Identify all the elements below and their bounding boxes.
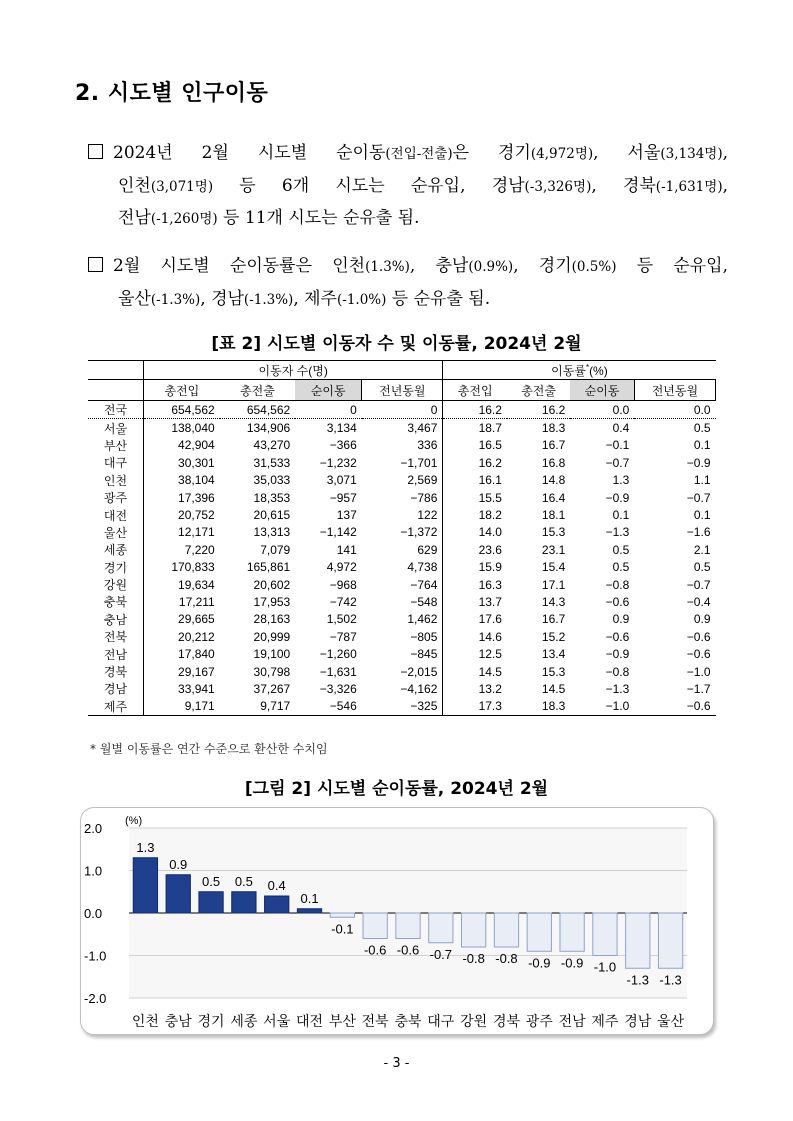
- value-cell: 0.0: [570, 401, 634, 419]
- value-cell: 336: [362, 437, 443, 454]
- bar-10: [462, 913, 486, 947]
- value-cell: 0.5: [693, 560, 711, 575]
- value-cell: −0.6: [605, 594, 630, 609]
- value-cell: 20,602: [253, 577, 291, 592]
- value-cell: 2.1: [693, 542, 711, 557]
- value-cell: −1.3: [605, 525, 630, 540]
- data-label: 0.5: [202, 873, 221, 889]
- value-cell: −0.6: [686, 647, 711, 662]
- paragraph-1-line-2: 인천(3,071명) 등 6개 시도는 순유입, 경남(-3,326명), 경북(-1,631명),: [118, 175, 728, 196]
- region-cell: 광주: [88, 489, 144, 506]
- x-category-label: 세종: [230, 1013, 258, 1029]
- value-cell: 14.5: [541, 681, 566, 696]
- value-cell: 0.1: [693, 438, 711, 453]
- value-cell: 17,840: [178, 647, 215, 662]
- value-cell: 3,467: [362, 419, 443, 437]
- value-cell: 16.2: [478, 455, 502, 470]
- region-cell: 전남: [88, 645, 144, 662]
- bar-2: [199, 892, 223, 913]
- region-cell: 경남: [88, 680, 144, 697]
- value-cell: 16.4: [541, 490, 566, 505]
- value-cell: 38,104: [178, 473, 215, 488]
- table-row: [88, 663, 716, 680]
- value-cell: 14.6: [478, 629, 502, 644]
- value-cell: 1,502: [326, 612, 357, 627]
- value-cell: −546: [295, 698, 362, 716]
- bar-5: [297, 909, 321, 913]
- table-row: [88, 611, 716, 628]
- data-label: 1.3: [136, 839, 155, 855]
- value-cell: 0: [295, 401, 362, 419]
- column-header-2: 순이동: [295, 380, 362, 401]
- value-cell: −805: [362, 628, 443, 645]
- figure-caption: [그림 2] 시도별 순이동률, 2024년 2월: [244, 779, 549, 799]
- data-label: -0.9: [560, 955, 584, 971]
- value-cell: 4,738: [362, 559, 443, 576]
- column-header-7: 전년동월: [634, 380, 715, 401]
- x-category-label: 경기: [197, 1013, 225, 1029]
- bar-13: [560, 913, 584, 951]
- y-axis-unit-label: (%): [125, 815, 143, 827]
- column-header-4: 총전입: [443, 380, 507, 401]
- value-cell: 19,100: [253, 647, 291, 662]
- value-cell: 16.8: [541, 455, 566, 470]
- value-cell: 14.8: [541, 473, 566, 488]
- value-cell: −0.7: [605, 455, 630, 470]
- migration-table: [88, 360, 716, 716]
- x-category-label: 충남: [164, 1013, 192, 1029]
- value-cell: 16.2: [507, 401, 570, 419]
- value-cell: −1.3: [605, 681, 630, 696]
- value-cell: 654,562: [144, 401, 220, 419]
- value-cell: 16.5: [478, 438, 502, 453]
- region-cell: 부산: [88, 437, 144, 454]
- value-cell: 14.5: [478, 664, 502, 679]
- table-row: [88, 437, 716, 454]
- value-cell: −0.6: [605, 629, 630, 644]
- value-cell: 29,665: [178, 612, 215, 627]
- data-label: -1.3: [626, 972, 649, 988]
- table-row: [88, 698, 716, 716]
- value-cell: 0: [362, 401, 443, 419]
- data-label: 0.4: [267, 878, 286, 893]
- region-cell: 세종: [88, 541, 144, 558]
- data-label: -0.6: [363, 942, 387, 958]
- x-category-label: 경남: [624, 1013, 652, 1029]
- value-cell: 12.5: [478, 647, 502, 662]
- value-cell: −1,260: [319, 647, 357, 662]
- x-category-label: 경북: [492, 1013, 521, 1029]
- column-header-6: 순이동: [570, 380, 634, 401]
- value-cell: −0.1: [605, 438, 630, 453]
- data-label: -0.7: [429, 946, 453, 962]
- region-cell: 제주: [88, 698, 144, 716]
- value-cell: 15.9: [478, 560, 502, 575]
- value-cell: 0.0: [634, 401, 715, 419]
- value-cell: 1,462: [362, 611, 443, 628]
- value-cell: −4,162: [362, 680, 443, 697]
- value-cell: 134,906: [246, 421, 291, 436]
- table-row: [88, 645, 716, 662]
- section-heading: 2. 시도별 인구이동: [75, 81, 269, 106]
- data-label: -0.6: [396, 942, 420, 958]
- region-cell: 인천: [88, 472, 144, 489]
- value-cell: −0.8: [605, 577, 630, 592]
- value-cell: 138,040: [171, 421, 215, 436]
- value-cell: −1,631: [319, 664, 357, 679]
- value-cell: 0.5: [612, 560, 630, 575]
- value-cell: −0.6: [686, 629, 711, 644]
- value-cell: 9,171: [144, 698, 220, 716]
- x-category-label: 서울: [263, 1013, 291, 1029]
- paragraph-2-line-1: 2월 시도별 순이동률은 인천(1.3%), 충남(0.9%), 경기(0.5%) 등 순유입,: [88, 251, 728, 284]
- value-cell: 0.9: [693, 612, 711, 627]
- value-cell: −1.7: [686, 681, 711, 696]
- region-cell: 강원: [88, 576, 144, 593]
- value-cell: 30,798: [253, 664, 291, 679]
- value-cell: −3,326: [319, 681, 357, 696]
- value-cell: 23.1: [541, 542, 566, 557]
- data-label: -0.9: [528, 955, 551, 971]
- x-category-label: 제주: [591, 1013, 619, 1029]
- value-cell: 17,211: [178, 594, 215, 609]
- value-cell: −0.9: [686, 455, 711, 470]
- column-header-3: 전년동월: [362, 380, 443, 401]
- region-cell: 전북: [88, 628, 144, 645]
- value-cell: 4,972: [326, 560, 357, 575]
- value-cell: −0.4: [686, 594, 711, 609]
- value-cell: 3,134: [326, 421, 357, 436]
- value-cell: −786: [362, 489, 443, 506]
- table-row: [88, 454, 716, 471]
- paragraph-1-line-1: 2024년 2월 시도별 순이동(전입-전출)은 경기(4,972명), 서울(3,134명),: [88, 138, 728, 171]
- value-cell: −548: [362, 593, 443, 610]
- value-cell: −1.0: [570, 698, 634, 716]
- value-cell: 16.3: [478, 577, 502, 592]
- value-cell: −0.7: [686, 490, 711, 505]
- value-cell: −742: [329, 594, 357, 609]
- value-cell: 16.1: [478, 473, 502, 488]
- value-cell: 0.1: [612, 508, 630, 523]
- paragraph-2-line-2: 울산(-1.3%), 경남(-1.3%), 제주(-1.0%) 등 순유출 됨.: [118, 288, 491, 309]
- value-cell: 19,634: [178, 577, 215, 592]
- data-label: 0.5: [234, 873, 253, 889]
- value-cell: −764: [362, 576, 443, 593]
- bar-3: [232, 892, 256, 913]
- region-cell: 대전: [88, 506, 144, 523]
- value-cell: 170,833: [171, 560, 215, 575]
- bar-0: [133, 858, 157, 913]
- value-cell: 16.2: [443, 401, 507, 419]
- region-header-blank: [88, 361, 144, 380]
- value-cell: 20,615: [253, 508, 291, 523]
- data-label: -1.0: [593, 959, 617, 975]
- paragraph-1-line-3: 전남(-1,260명) 등 11개 시도는 순유출 됨.: [118, 208, 420, 228]
- value-cell: 654,562: [220, 401, 296, 419]
- value-cell: 28,163: [253, 612, 291, 627]
- value-cell: 20,752: [178, 508, 215, 523]
- value-cell: −0.9: [605, 647, 630, 662]
- value-cell: 0.4: [612, 421, 630, 436]
- value-cell: 15.3: [541, 525, 566, 540]
- table-row: [88, 576, 716, 593]
- bar-8: [396, 913, 420, 939]
- table-row: [88, 506, 716, 523]
- value-cell: 13,313: [253, 525, 291, 540]
- value-cell: 0.1: [693, 508, 711, 523]
- x-category-label: 대전: [295, 1013, 324, 1029]
- value-cell: 15.3: [541, 664, 566, 679]
- table-caption: [표 2] 시도별 이동자 수 및 이동률, 2024년 2월: [211, 334, 582, 354]
- bar-15: [626, 913, 650, 968]
- value-cell: −845: [362, 645, 443, 662]
- value-cell: 1.1: [693, 473, 711, 488]
- table-row: [88, 489, 716, 506]
- value-cell: 29,167: [178, 664, 215, 679]
- value-cell: 18.3: [541, 421, 566, 436]
- value-cell: 18,353: [253, 490, 291, 505]
- table-footnote: * 월별 이동률은 연간 수준으로 환산한 수치임: [90, 742, 328, 756]
- value-cell: −1,701: [362, 454, 443, 471]
- value-cell: −968: [329, 577, 357, 592]
- region-cell: 전국: [88, 401, 144, 419]
- x-category-label: 울산: [657, 1013, 685, 1029]
- value-cell: 13.4: [541, 647, 566, 662]
- column-header-1: 총전출: [220, 380, 296, 401]
- value-cell: 16.7: [541, 438, 566, 453]
- value-cell: 18.1: [541, 508, 566, 523]
- value-cell: 9,717: [220, 698, 296, 716]
- value-cell: 0.5: [612, 542, 630, 557]
- value-cell: 12,171: [178, 525, 215, 540]
- table-row: [88, 593, 716, 610]
- region-column-header: [88, 380, 144, 401]
- value-cell: −1.6: [686, 525, 711, 540]
- x-category-label: 인천: [131, 1013, 159, 1029]
- value-cell: −2,015: [362, 663, 443, 680]
- x-category-label: 강원: [460, 1013, 488, 1029]
- region-cell: 충남: [88, 611, 144, 628]
- value-cell: 37,267: [253, 681, 291, 696]
- y-tick-label: 0.0: [84, 906, 103, 921]
- x-category-label: 전북: [361, 1013, 389, 1029]
- value-cell: −1.0: [686, 664, 711, 679]
- data-label: -0.8: [462, 951, 485, 966]
- value-cell: −957: [329, 490, 357, 505]
- value-cell: 7,220: [184, 542, 215, 557]
- value-cell: 17.3: [443, 698, 507, 716]
- value-cell: 629: [362, 541, 443, 558]
- table-row: [88, 401, 716, 419]
- value-cell: −0.6: [634, 698, 715, 716]
- page-number: - 3 -: [383, 1056, 410, 1071]
- value-cell: −0.9: [605, 490, 630, 505]
- value-cell: 18.2: [478, 508, 502, 523]
- value-cell: 7,079: [260, 542, 291, 557]
- table-row: [88, 472, 716, 489]
- region-cell: 울산: [88, 524, 144, 541]
- value-cell: 20,999: [253, 629, 291, 644]
- value-cell: 33,941: [178, 681, 215, 696]
- value-cell: −787: [329, 629, 357, 644]
- chart-svg: [81, 808, 713, 1034]
- region-cell: 경북: [88, 663, 144, 680]
- data-label: 0.1: [300, 890, 319, 906]
- y-tick-label: -2.0: [84, 991, 107, 1006]
- value-cell: 3,071: [326, 473, 357, 488]
- y-tick-label: -1.0: [84, 948, 107, 964]
- value-cell: −1,372: [362, 524, 443, 541]
- value-cell: −325: [362, 698, 443, 716]
- value-cell: 42,904: [178, 438, 215, 453]
- value-cell: 2,569: [362, 472, 443, 489]
- x-category-label: 부산: [328, 1013, 356, 1029]
- value-cell: 15.4: [541, 560, 566, 575]
- value-cell: 17,953: [253, 594, 291, 609]
- value-cell: −1,232: [319, 455, 357, 470]
- value-cell: 0.9: [612, 612, 630, 627]
- data-label: -1.3: [659, 972, 682, 988]
- value-cell: 16.7: [541, 612, 566, 627]
- bar-16: [658, 913, 682, 968]
- checkbox-bullet-icon: [88, 144, 103, 159]
- x-category-label: 대구: [427, 1013, 455, 1029]
- table-row: [88, 541, 716, 558]
- value-cell: 43,270: [253, 438, 291, 453]
- value-cell: 18.3: [507, 698, 570, 716]
- value-cell: 31,533: [253, 455, 291, 470]
- value-cell: 30,301: [178, 455, 215, 470]
- group-header-migrants: 이동자 수(명): [144, 361, 443, 380]
- region-cell: 대구: [88, 454, 144, 471]
- bar-14: [593, 913, 617, 956]
- region-cell: 서울: [88, 419, 144, 437]
- bar-7: [363, 913, 387, 939]
- bar-12: [527, 913, 551, 951]
- y-tick-label: 2.0: [84, 821, 103, 836]
- value-cell: 15.5: [478, 490, 502, 505]
- value-cell: 18.7: [478, 421, 502, 436]
- table-row: [88, 524, 716, 541]
- column-header-5: 총전출: [507, 380, 570, 401]
- checkbox-bullet-icon: [88, 257, 103, 272]
- group-header-rate: 이동률*(%): [443, 361, 716, 380]
- region-cell: 경기: [88, 559, 144, 576]
- net-migration-rate-chart: [80, 807, 714, 1035]
- value-cell: 20,212: [178, 629, 215, 644]
- value-cell: −366: [329, 438, 357, 453]
- value-cell: 14.0: [478, 525, 502, 540]
- value-cell: 17.6: [478, 612, 502, 627]
- x-category-label: 충북: [394, 1013, 422, 1029]
- table-row: [88, 559, 716, 576]
- bar-4: [265, 896, 289, 913]
- value-cell: 23.6: [478, 542, 502, 557]
- value-cell: 1.3: [612, 473, 630, 488]
- value-cell: −1,142: [319, 525, 357, 540]
- paragraph-1: [88, 138, 728, 236]
- data-label: -0.8: [495, 951, 518, 966]
- value-cell: 141: [336, 542, 357, 557]
- bar-11: [494, 913, 518, 947]
- column-header-0: 총전입: [144, 380, 220, 401]
- value-cell: 122: [362, 506, 443, 523]
- table-row: [88, 419, 716, 437]
- bar-6: [330, 913, 354, 917]
- value-cell: 35,033: [253, 473, 291, 488]
- paragraph-2: [88, 251, 728, 316]
- table-row: [88, 680, 716, 697]
- x-category-label: 전남: [558, 1013, 586, 1029]
- value-cell: 13.7: [478, 594, 502, 609]
- value-cell: 13.2: [478, 681, 502, 696]
- value-cell: 17.1: [541, 577, 566, 592]
- data-label: 0.9: [169, 856, 188, 872]
- bar-1: [166, 875, 190, 913]
- value-cell: −0.7: [686, 577, 711, 592]
- value-cell: −0.8: [605, 664, 630, 679]
- value-cell: 137: [336, 508, 357, 523]
- value-cell: 0.5: [693, 421, 711, 436]
- value-cell: 165,861: [246, 560, 291, 575]
- table-row: [88, 628, 716, 645]
- bar-9: [429, 913, 453, 943]
- data-label: -0.1: [331, 921, 354, 937]
- y-tick-label: 1.0: [84, 863, 103, 879]
- value-cell: 14.3: [541, 594, 566, 609]
- x-category-label: 광주: [525, 1013, 553, 1029]
- value-cell: 17,396: [178, 490, 215, 505]
- region-cell: 충북: [88, 593, 144, 610]
- value-cell: 15.2: [541, 629, 566, 644]
